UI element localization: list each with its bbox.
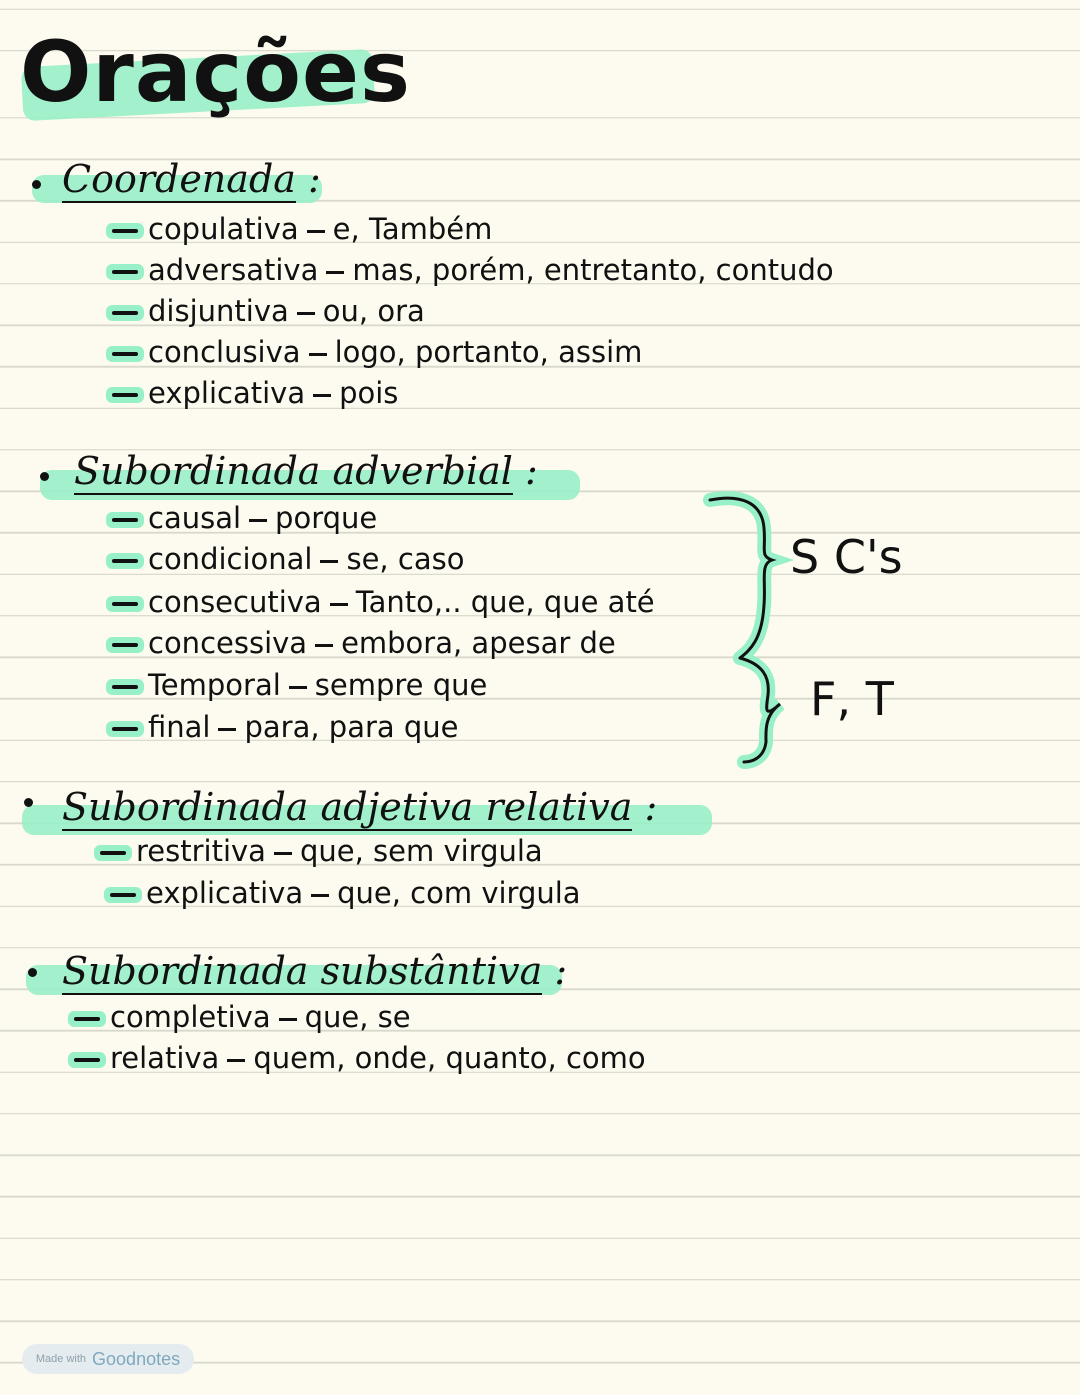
list-item: explicativa pois — [112, 379, 398, 408]
badge-brand: Goodnotes — [92, 1348, 181, 1369]
list-item: adversativa mas, porém, entretanto, contudo — [112, 256, 834, 285]
section-heading-subordinada-substantiva: Subordinada substântiva : — [62, 949, 568, 993]
section-heading-coordenada: Coordenada : — [62, 157, 321, 201]
section-heading-subordinada-adjetiva: Subordinada adjetiva relativa : — [62, 785, 658, 829]
list-item: explicativa que, com virgula — [110, 879, 581, 908]
bullet — [32, 180, 41, 189]
badge-prefix: Made with — [35, 1353, 87, 1365]
list-item: final para, para que — [112, 713, 459, 742]
list-item: completiva que, se — [74, 1003, 411, 1032]
list-item: causal porque — [112, 504, 377, 533]
bullet — [24, 798, 33, 807]
list-item: Temporal sempre que — [112, 671, 487, 700]
page-title: Orações — [20, 23, 411, 121]
list-item: relativa quem, onde, quanto, como — [74, 1044, 646, 1073]
section-heading-subordinada-adverbial: Subordinada adverbial : — [74, 449, 538, 493]
list-item: concessiva embora, apesar de — [112, 629, 616, 658]
list-item: condicional se, caso — [112, 545, 464, 574]
brace-icon — [700, 480, 800, 770]
bullet — [28, 968, 37, 977]
bullet — [40, 472, 49, 481]
goodnotes-badge[interactable] — [22, 1344, 194, 1374]
list-item: consecutiva Tanto,.. que, que até — [112, 588, 655, 617]
list-item: restritiva que, sem virgula — [100, 837, 543, 866]
brace-note-ft: F, T — [810, 672, 894, 726]
list-item: disjuntiva ou, ora — [112, 297, 425, 326]
list-item: conclusiva logo, portanto, assim — [112, 338, 642, 367]
brace-note-scs: S C's — [790, 530, 903, 584]
list-item: copulativa e, Também — [112, 215, 492, 244]
